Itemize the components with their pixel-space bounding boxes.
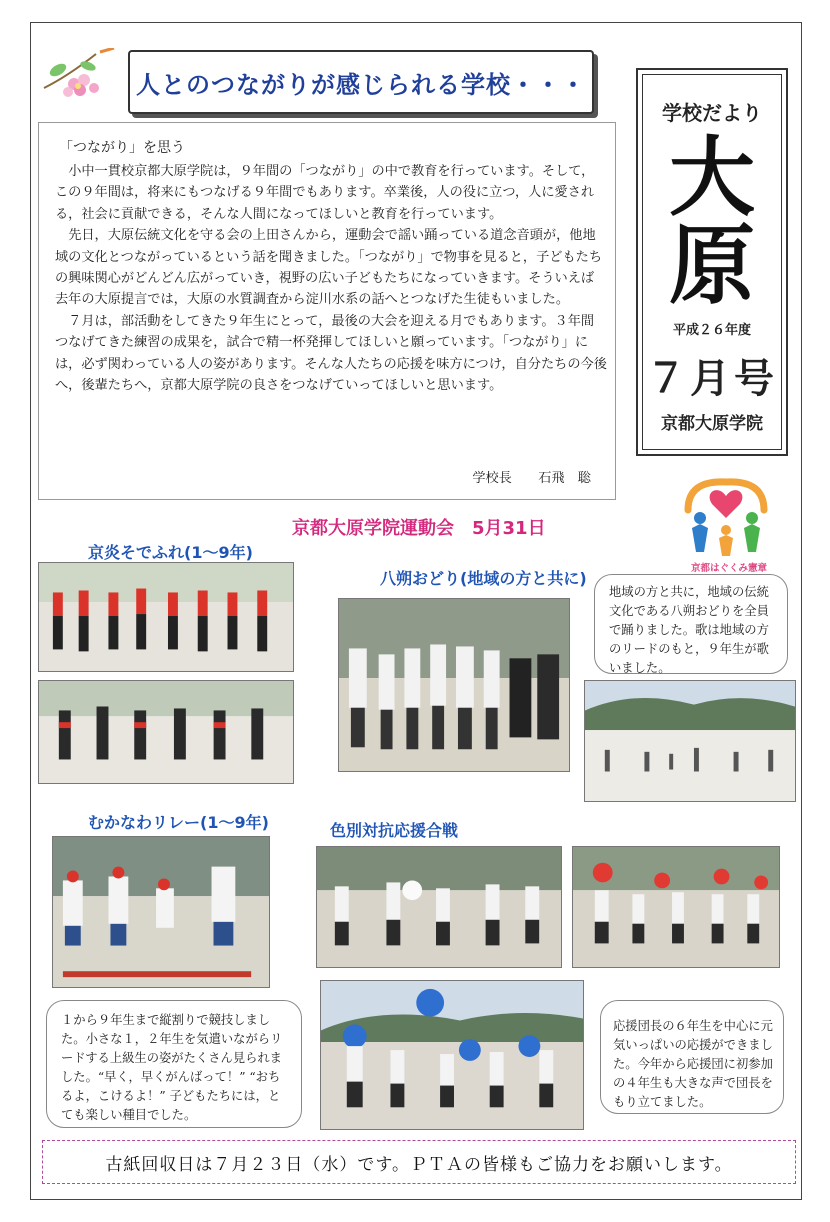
newsletter-series: 学校だより <box>662 101 762 125</box>
masthead-char-2: 原 <box>669 215 755 316</box>
photo-hassaku-group <box>338 598 570 772</box>
masthead <box>636 68 788 456</box>
event-title: 京都大原学院運動会 5月31日 <box>292 518 546 539</box>
message-paragraph: 先日，大原伝統文化を守る会の上田さんから，運動会で謡い踊っている道念音頭が，他地域の文化とつながっているという話を聞きました。「つながり」で物事を見ると，子どもたちの興味関心がどんどん広がっていき，視野の広い子どもたちになっていきます。そういえば去年の大原提言では，大原の水質調査から淀川水系の話へとつなげた生徒もいました。 <box>55 228 603 308</box>
caption-bubble-ouen <box>600 1000 784 1114</box>
issue-label: ７月号 <box>646 355 778 402</box>
principal-signature: 学校長 石飛 聡 <box>472 471 591 486</box>
section-heading-hassaku: 八朔おどり(地域の方と共に) <box>380 569 587 588</box>
caption-ouen: 応援団長の６年生を中心に元気いっぱいの応援ができました。今年から応援団に初参加の４年生も大きな声で団長をもり立てました。 <box>613 1019 773 1109</box>
photo-ouen-1 <box>316 846 562 968</box>
headline-banner <box>128 50 594 114</box>
message-paragraph: 小中一貫校京都大原学院は，９年間の「つながり」の中で教育を行っています。そして，この９年間は，将来にもつなげる９年間でもあります。卒業後，人の役に立つ，人に愛される，社会に貢献できる，そんな人間になってほしいと教育を行っています。 <box>55 164 595 222</box>
masthead-char-1: 大 <box>669 127 755 228</box>
charter-caption: 京都はぐくみ憲章 <box>690 563 767 574</box>
photo-sodefure-2 <box>38 680 294 784</box>
footer-notice-text: 古紙回収日は７月２３日（水）です。ＰＴＡの皆様もご協力をお願いします。 <box>105 1154 733 1175</box>
photo-relay <box>52 836 270 988</box>
caption-bubble-hassaku <box>594 574 788 674</box>
caption-hassaku: 地域の方と共に，地域の伝統文化である八朔おどりを全員で踊りました。歌は地域の方のリードのもと，９年生が歌いました。 <box>609 585 769 675</box>
section-heading-relay: むかなわリレー(1～9年) <box>88 813 269 832</box>
message-heading: 「つながり」を思う <box>59 140 185 156</box>
section-heading-ouen: 色別対抗応援合戦 <box>330 821 459 840</box>
charter-logo-icon <box>666 466 786 562</box>
school-name: 京都大原学院 <box>661 414 763 434</box>
principal-message <box>38 122 616 500</box>
flower-icon <box>38 48 118 108</box>
footer-notice <box>42 1140 796 1184</box>
caption-relay: １から９年生まで縦割りで競技しました。小さな１，２年生を気遣いながらリードする上級生の姿がたくさん見られました。“早く，早くがんばって！” “おちるよ，こけるよ！” 子どもたちには，とても楽しい種目でした。 <box>61 1013 283 1122</box>
photo-sodefure-1 <box>38 562 294 672</box>
section-heading-sodefure: 京炎そでふれ(1～9年) <box>88 543 253 562</box>
caption-bubble-relay <box>46 1000 302 1128</box>
message-body <box>55 161 607 396</box>
message-paragraph: ７月は，部活動をしてきた９年生にとって，最後の大会を迎える月でもあります。３年間つなげてきた練習の成果を，試合で精一杯発揮してほしいと願っています。「つながり」には，必ず関わっている人の姿があります。そんな人たちの応援を味方につけ，自分たちの今後へ，後輩たちへ，京都大原学院の良さをつなげていってほしいと思います。 <box>55 313 607 394</box>
photo-ouen-3 <box>320 980 584 1130</box>
photo-ouen-2 <box>572 846 780 968</box>
fiscal-year: 平成２６年度 <box>672 323 751 338</box>
photo-hassaku-field <box>584 680 796 802</box>
headline-text: 人とのつながりが感じられる学校・・・ <box>136 70 586 99</box>
